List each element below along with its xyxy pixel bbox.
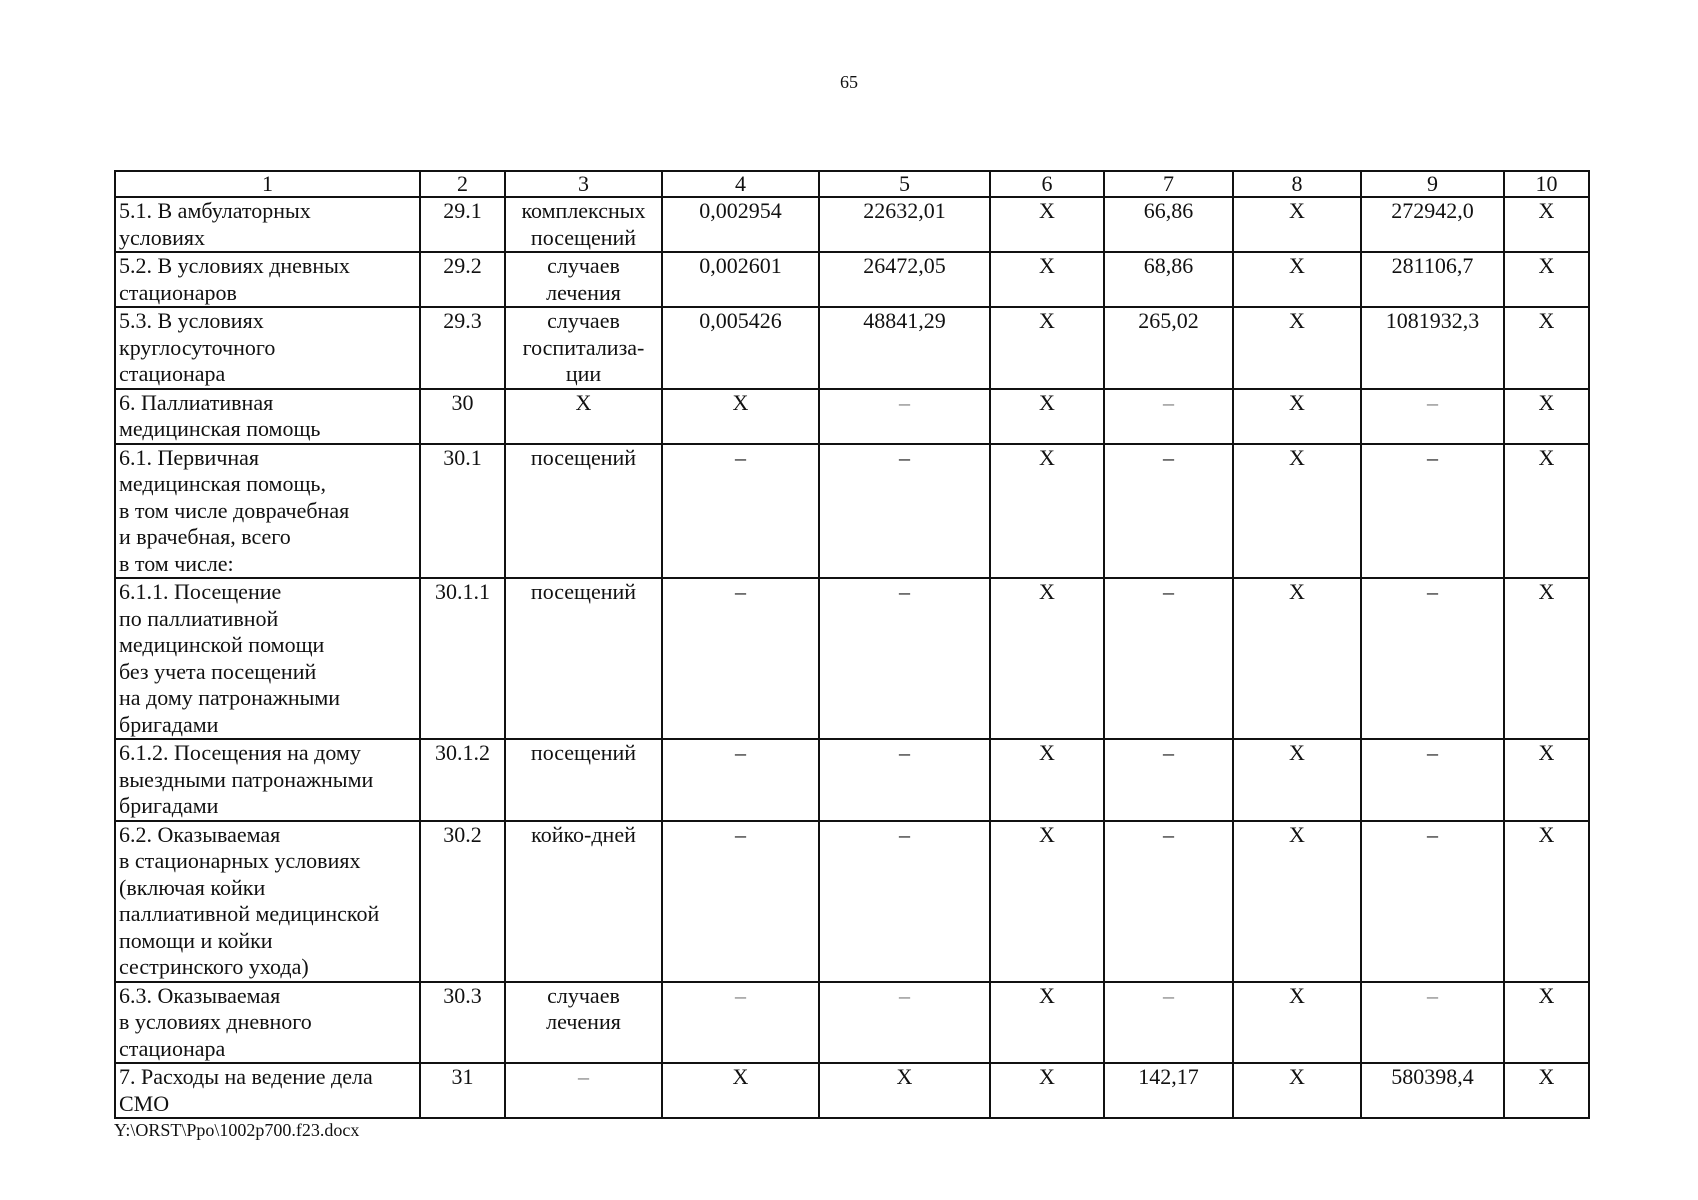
table-cell: 1081932,3	[1361, 307, 1504, 389]
table-row	[115, 389, 1589, 444]
table-cell: Х	[990, 197, 1104, 252]
table-cell: –	[1104, 444, 1233, 579]
row-label-cell: 6.1.1. Посещение по паллиативной медицинской помощи без учета посещений на дому патронажными бригадами	[115, 578, 420, 739]
table-row	[115, 1063, 1589, 1118]
column-header: 8	[1233, 171, 1361, 197]
table-cell: Х	[662, 389, 819, 444]
table-cell: 29.1	[420, 197, 505, 252]
table-cell: Х	[1504, 252, 1589, 307]
table-cell: 30.1.1	[420, 578, 505, 739]
table-row	[115, 252, 1589, 307]
column-header: 10	[1504, 171, 1589, 197]
table-cell: –	[505, 1063, 662, 1118]
table-row	[115, 739, 1589, 821]
table-cell: Х	[1233, 444, 1361, 579]
table-cell: –	[1104, 389, 1233, 444]
table-cell: Х	[1233, 982, 1361, 1064]
table-cell: 30.1	[420, 444, 505, 579]
table-cell: –	[1361, 982, 1504, 1064]
table-cell: 265,02	[1104, 307, 1233, 389]
table-cell: Х	[505, 389, 662, 444]
column-header: 1	[115, 171, 420, 197]
table-cell: посещений	[505, 739, 662, 821]
data-table-container	[114, 170, 1588, 1119]
table-cell: Х	[1504, 578, 1589, 739]
table-cell: Х	[990, 252, 1104, 307]
table-cell: Х	[1504, 821, 1589, 982]
file-path-footer: Y:\ORST\Ppo\1002p700.f23.docx	[114, 1120, 360, 1140]
table-row	[115, 307, 1589, 389]
column-header: 4	[662, 171, 819, 197]
table-cell: Х	[1504, 307, 1589, 389]
table-cell: –	[1361, 578, 1504, 739]
column-header: 2	[420, 171, 505, 197]
table-cell: Х	[1504, 739, 1589, 821]
table-cell: 30.2	[420, 821, 505, 982]
table-cell: Х	[1233, 739, 1361, 821]
table-cell: Х	[990, 739, 1104, 821]
table-cell: 0,005426	[662, 307, 819, 389]
table-cell: койко-дней	[505, 821, 662, 982]
table-cell: Х	[990, 1063, 1104, 1118]
table-cell: Х	[1504, 444, 1589, 579]
table-cell: –	[819, 444, 990, 579]
table-cell: –	[1361, 739, 1504, 821]
table-cell: 68,86	[1104, 252, 1233, 307]
table-cell: 66,86	[1104, 197, 1233, 252]
table-cell: Х	[990, 821, 1104, 982]
table-cell: случаев лечения	[505, 982, 662, 1064]
table-cell: Х	[662, 1063, 819, 1118]
table-row	[115, 444, 1589, 579]
table-cell: Х	[1233, 1063, 1361, 1118]
table-cell: Х	[990, 389, 1104, 444]
table-cell: случаев лечения	[505, 252, 662, 307]
table-cell: Х	[1504, 389, 1589, 444]
table-cell: –	[1104, 739, 1233, 821]
table-cell: –	[662, 739, 819, 821]
table-cell: 281106,7	[1361, 252, 1504, 307]
row-label-cell: 6.3. Оказываемая в условиях дневного стационара	[115, 982, 420, 1064]
table-cell: 26472,05	[819, 252, 990, 307]
table-cell: посещений	[505, 444, 662, 579]
column-header: 3	[505, 171, 662, 197]
row-label-cell: 5.1. В амбулаторных условиях	[115, 197, 420, 252]
row-label-cell: 6.1. Первичная медицинская помощь, в том числе доврачебная и врачебная, всего в том числе:	[115, 444, 420, 579]
table-cell: –	[819, 739, 990, 821]
table-cell: –	[819, 982, 990, 1064]
table-cell: Х	[990, 982, 1104, 1064]
table-cell: –	[662, 821, 819, 982]
table-cell: 580398,4	[1361, 1063, 1504, 1118]
column-header: 9	[1361, 171, 1504, 197]
column-header: 5	[819, 171, 990, 197]
table-cell: 31	[420, 1063, 505, 1118]
table-cell: –	[662, 444, 819, 579]
table-cell: Х	[990, 307, 1104, 389]
table-header-row	[115, 171, 1589, 197]
table-cell: 30.3	[420, 982, 505, 1064]
table-cell: –	[1104, 982, 1233, 1064]
table-cell: –	[662, 982, 819, 1064]
row-label-cell: 7. Расходы на ведение дела СМО	[115, 1063, 420, 1118]
table-cell: 30	[420, 389, 505, 444]
page-number: 65	[840, 72, 858, 92]
table-cell: 29.3	[420, 307, 505, 389]
row-label-cell: 6.2. Оказываемая в стационарных условиях (включая койки паллиативной медицинской помощи и койки сестринского ухода)	[115, 821, 420, 982]
table-cell: Х	[1504, 982, 1589, 1064]
table-cell: 0,002601	[662, 252, 819, 307]
table-cell: –	[819, 578, 990, 739]
table-cell: –	[662, 578, 819, 739]
table-cell: –	[819, 389, 990, 444]
table-cell: Х	[1233, 578, 1361, 739]
data-table	[114, 170, 1590, 1119]
table-cell: Х	[1233, 307, 1361, 389]
table-row	[115, 578, 1589, 739]
row-label-cell: 5.2. В условиях дневных стационаров	[115, 252, 420, 307]
table-cell: –	[819, 821, 990, 982]
table-cell: комплексных посещений	[505, 197, 662, 252]
table-cell: Х	[1504, 197, 1589, 252]
table-cell: 29.2	[420, 252, 505, 307]
table-cell: 142,17	[1104, 1063, 1233, 1118]
table-cell: Х	[1233, 197, 1361, 252]
table-cell: Х	[1233, 389, 1361, 444]
table-row	[115, 982, 1589, 1064]
table-cell: случаев госпитализа- ции	[505, 307, 662, 389]
table-cell: Х	[990, 578, 1104, 739]
row-label-cell: 6. Паллиативная медицинская помощь	[115, 389, 420, 444]
table-cell: –	[1361, 821, 1504, 982]
table-cell: –	[1361, 444, 1504, 579]
table-cell: 48841,29	[819, 307, 990, 389]
table-cell: посещений	[505, 578, 662, 739]
table-cell: 272942,0	[1361, 197, 1504, 252]
table-cell: 30.1.2	[420, 739, 505, 821]
table-body	[115, 197, 1589, 1118]
column-header: 7	[1104, 171, 1233, 197]
row-label-cell: 5.3. В условиях круглосуточного стационара	[115, 307, 420, 389]
row-label-cell: 6.1.2. Посещения на дому выездными патронажными бригадами	[115, 739, 420, 821]
table-cell: –	[1104, 578, 1233, 739]
column-header: 6	[990, 171, 1104, 197]
table-cell: 0,002954	[662, 197, 819, 252]
table-row	[115, 197, 1589, 252]
table-cell: Х	[1233, 252, 1361, 307]
table-cell: –	[1104, 821, 1233, 982]
table-cell: Х	[1504, 1063, 1589, 1118]
table-cell: Х	[819, 1063, 990, 1118]
table-cell: 22632,01	[819, 197, 990, 252]
table-row	[115, 821, 1589, 982]
table-cell: –	[1361, 389, 1504, 444]
table-cell: Х	[990, 444, 1104, 579]
table-cell: Х	[1233, 821, 1361, 982]
